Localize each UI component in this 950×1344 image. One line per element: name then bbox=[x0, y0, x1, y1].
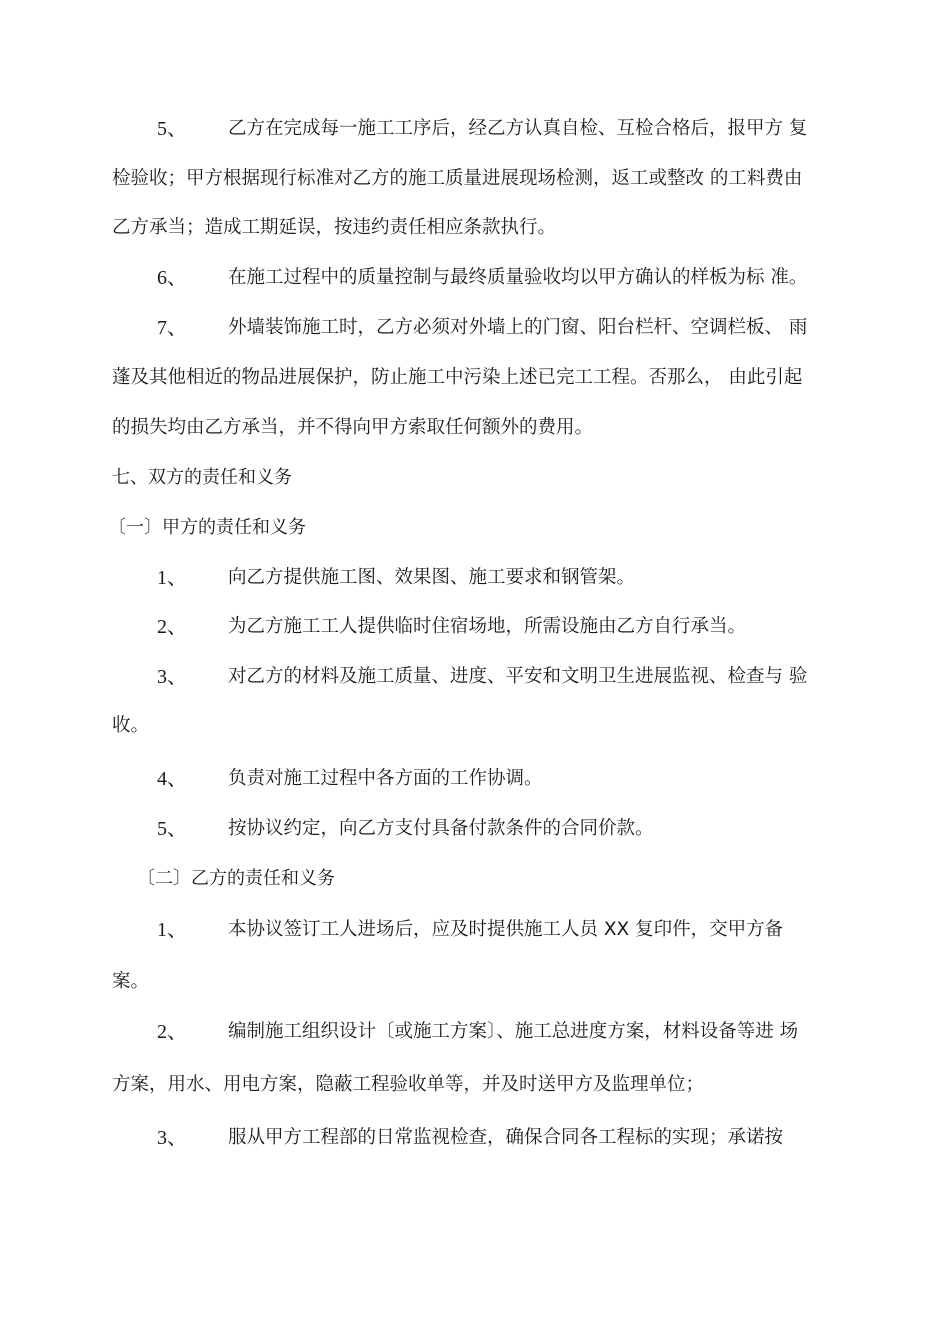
item-number: 5、 bbox=[157, 818, 187, 840]
paragraph-line: 按协议约定，向乙方支付具备付款条件的合同价款。 bbox=[228, 818, 654, 839]
paragraph-line: 负责对施工过程中各方面的工作协调。 bbox=[228, 768, 543, 789]
item-number: 6、 bbox=[157, 267, 187, 289]
item-number: 2、 bbox=[157, 1021, 187, 1043]
item-number: 1、 bbox=[157, 919, 187, 941]
paragraph-line: 本协议签订工人进场后，应及时提供施工人员 XX 复印件，交甲方备 bbox=[228, 919, 784, 940]
paragraph-line: 编制施工组织设计〔或施工方案〕、施工总进度方案，材料设备等进 场 bbox=[228, 1021, 799, 1042]
paragraph-line: 为乙方施工工人提供临时住宿场地，所需设施由乙方自行承当。 bbox=[228, 616, 747, 637]
item-number: 2、 bbox=[157, 616, 187, 638]
paragraph-line: 检验收；甲方根据现行标准对乙方的施工质量进展现场检测，返工或整改 的工料费由 bbox=[112, 168, 803, 189]
paragraph-line: 方案，用水、用电方案，隐蔽工程验收单等，并及时送甲方及监理单位； bbox=[112, 1074, 705, 1095]
paragraph-line: 对乙方的材料及施工质量、进度、平安和文明卫生进展监视、检查与 验 bbox=[228, 666, 808, 687]
paragraph-line: 外墙装饰施工时，乙方必须对外墙上的门窗、阳台栏杆、空调栏板、 雨 bbox=[228, 317, 808, 338]
item-number: 3、 bbox=[157, 666, 187, 688]
subsection-heading: 〔二〕乙方的责任和义务 bbox=[137, 868, 335, 889]
paragraph-line: 收。 bbox=[112, 715, 150, 736]
item-number: 5、 bbox=[157, 118, 187, 140]
section-heading: 七、双方的责任和义务 bbox=[112, 467, 292, 488]
item-number: 3、 bbox=[157, 1127, 187, 1149]
paragraph-line: 的损失均由乙方承当，并不得向甲方索取任何额外的费用。 bbox=[112, 417, 594, 438]
item-number: 4、 bbox=[157, 768, 187, 790]
paragraph-line: 乙方在完成每一施工工序后，经乙方认真自检、互检合格后，报甲方 复 bbox=[228, 118, 808, 139]
paragraph-line: 蓬及其他相近的物品进展保护，防止施工中污染上述已完工工程。否那么， 由此引起 bbox=[112, 367, 803, 388]
paragraph-line: 服从甲方工程部的日常监视检查，确保合同各工程标的实现；承诺按 bbox=[228, 1127, 784, 1148]
item-number: 7、 bbox=[157, 317, 187, 339]
subsection-heading: 〔一〕甲方的责任和义务 bbox=[108, 517, 306, 538]
item-number: 1、 bbox=[157, 567, 187, 589]
paragraph-line: 向乙方提供施工图、效果图、施工要求和钢管架。 bbox=[228, 567, 636, 588]
paragraph-line: 在施工过程中的质量控制与最终质量验收均以甲方确认的样板为标 准。 bbox=[228, 267, 808, 288]
paragraph-line: 案。 bbox=[112, 971, 150, 992]
paragraph-line: 乙方承当；造成工期延误，按违约责任相应条款执行。 bbox=[112, 217, 557, 238]
